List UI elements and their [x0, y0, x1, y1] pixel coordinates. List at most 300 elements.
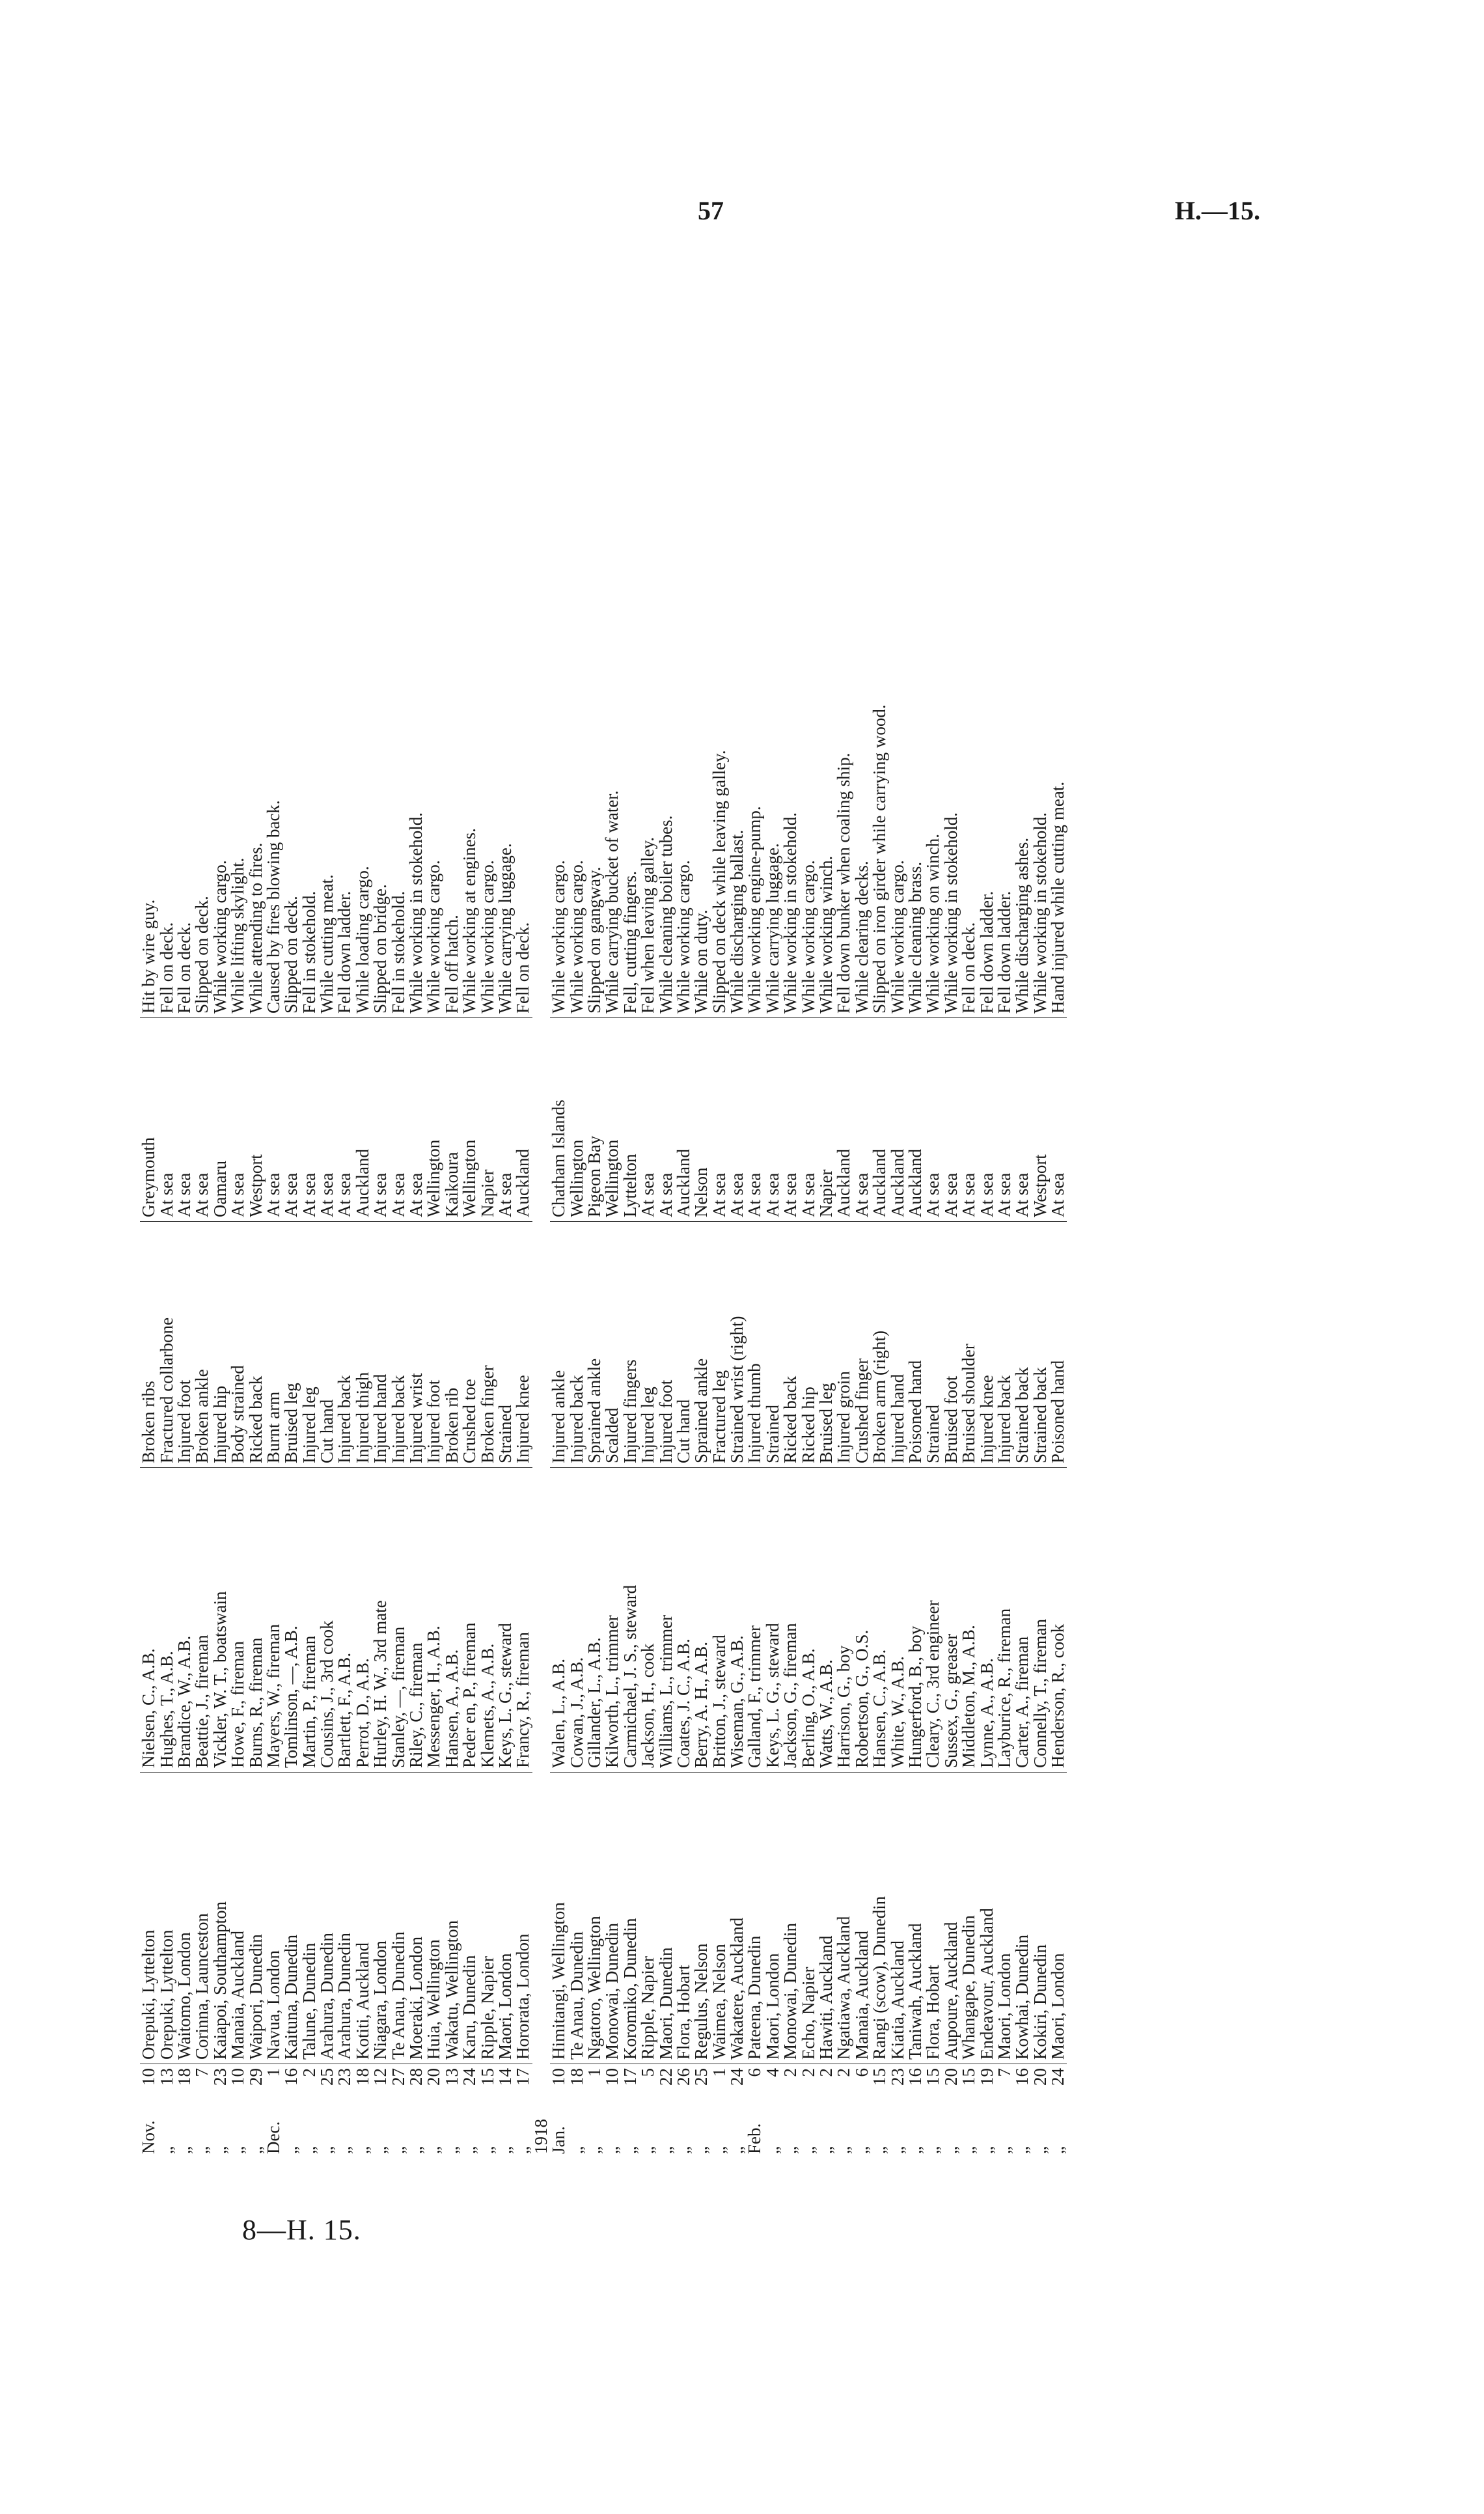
name-cell: Hansen, C., A.B. — [871, 1468, 888, 1773]
name-cell: Hansen, A., A.B. — [443, 1468, 461, 1773]
injury-cell: Ricked back — [247, 1222, 264, 1468]
day-cell: 16 — [907, 2064, 924, 2100]
injury-cell: Cut hand — [318, 1222, 336, 1468]
cause-cell: While working cargo. — [888, 424, 906, 1018]
cause-cell: While working winch. — [818, 424, 835, 1018]
month-cell: „ — [727, 2146, 747, 2154]
name-cell: Connelly, T., fireman — [1032, 1468, 1049, 1773]
day-cell: 2 — [835, 2064, 853, 2100]
cause-cell: While lifting skylight. — [229, 424, 247, 1018]
month-cell: „ — [602, 2146, 622, 2154]
cause-cell: While cleaning boiler tubes. — [657, 424, 674, 1018]
place-cell: At sea — [657, 1018, 674, 1222]
month-cell: „ — [994, 2146, 1014, 2154]
day-cell: 2 — [818, 2064, 835, 2100]
ship-cell: Arahura, Dunedin — [317, 1933, 337, 2060]
name-cell: Peder en, P., fireman — [461, 1468, 478, 1773]
day-cell: 15 — [960, 2064, 978, 2100]
place-cell: At sea — [639, 1018, 657, 1222]
ship-cell: Pateena, Dunedin — [745, 1935, 765, 2060]
injury-cell: Broken rib — [443, 1222, 461, 1468]
name-cell: Tomlinson, —, A.B. — [282, 1468, 300, 1773]
day-cell: 24 — [461, 2064, 478, 2100]
name-cell: Hughes, T., A.B. — [158, 1468, 175, 1773]
place-cell: At sea — [711, 1018, 728, 1222]
day-cell: 29 — [247, 2064, 264, 2100]
cause-cell: Fell down bunker when coaling ship. — [835, 424, 853, 1018]
day-cell: 18 — [568, 2064, 585, 2100]
month-cell: „ — [495, 2146, 515, 2154]
name-cell: Middleton, M., A.B. — [960, 1468, 978, 1773]
day-cell: 10 — [603, 2064, 621, 2100]
day-cell: 4 — [764, 2064, 782, 2100]
day-cell: 13 — [158, 2064, 175, 2100]
place-cell: At sea — [978, 1018, 995, 1222]
day-cell: 26 — [675, 2064, 693, 2100]
name-cell: Nielsen, C., A.B. — [140, 1468, 158, 1773]
injury-cell: Crushed toe — [461, 1222, 478, 1468]
injury-cell: Poisoned hand — [907, 1222, 924, 1468]
name-cell: Cowan, J., A.B. — [568, 1468, 585, 1773]
month-cell: „ — [870, 2146, 890, 2154]
injury-cell: Injured thumb — [746, 1222, 763, 1468]
place-cell: At sea — [372, 1018, 389, 1222]
month-cell: „ — [584, 2146, 604, 2154]
table-row — [782, 424, 799, 2158]
ship-cell: Talune, Dunedin — [299, 1942, 319, 2060]
place-cell: At sea — [497, 1018, 514, 1222]
table-row — [265, 424, 282, 2158]
ship-cell: Kiatia, Auckland — [887, 1941, 907, 2060]
day-cell: 23 — [336, 2064, 353, 2100]
cause-cell: Fell in stokehold. — [301, 424, 318, 1018]
cause-cell: Fell, cutting fingers. — [622, 424, 639, 1018]
place-cell: At sea — [853, 1018, 871, 1222]
place-cell: Kaikoura — [443, 1018, 461, 1222]
day-cell: 15 — [924, 2064, 942, 2100]
name-cell: Lynne, A., A.B. — [978, 1468, 995, 1773]
table-row — [550, 424, 568, 2158]
day-cell: 7 — [996, 2064, 1013, 2100]
name-cell: Riley, C., fireman — [407, 1468, 425, 1773]
table-row — [282, 424, 300, 2158]
page-signature: 8—H. 15. — [242, 2214, 361, 2246]
injury-cell: Injured foot — [176, 1222, 193, 1468]
table-row — [461, 424, 478, 2158]
day-cell: 28 — [407, 2064, 425, 2100]
cause-cell: While carrying bucket of water. — [603, 424, 621, 1018]
injury-cell: Injured knee — [514, 1222, 532, 1468]
day-cell: 14 — [497, 2064, 514, 2100]
injury-cell: Ricked back — [782, 1222, 799, 1468]
injury-cell: Injured knee — [978, 1222, 995, 1468]
page-number: 57 — [698, 196, 724, 225]
name-cell: Perrot, D., A.B. — [354, 1468, 372, 1773]
place-cell: Greymouth — [140, 1018, 158, 1222]
ship-cell: Flora, Hobart — [923, 1965, 943, 2060]
cause-cell: While working in stokehold. — [782, 424, 799, 1018]
name-cell: Britton, J., steward — [711, 1468, 728, 1773]
month-cell: Jan. — [549, 2126, 569, 2154]
injury-cell: Injured leg — [301, 1222, 318, 1468]
cause-cell: While loading cargo. — [354, 424, 372, 1018]
cause-cell: While working on winch. — [924, 424, 942, 1018]
day-cell: 2 — [782, 2064, 799, 2100]
month-cell: „ — [762, 2146, 782, 2154]
name-cell: Walen, L., A.B. — [550, 1468, 568, 1773]
month-cell: „ — [460, 2146, 480, 2154]
place-cell: Pigeon Bay — [586, 1018, 603, 1222]
place-cell: At sea — [176, 1018, 193, 1222]
accident-table — [140, 424, 1067, 2158]
month-cell: „ — [638, 2146, 658, 2154]
month-cell: „ — [424, 2146, 444, 2154]
cause-cell: Fell down ladder. — [978, 424, 995, 1018]
month-cell: „ — [513, 2146, 533, 2154]
day-cell: 19 — [978, 2064, 995, 2100]
injury-cell: Scalded — [603, 1222, 621, 1468]
table-row — [425, 424, 443, 2158]
table-row — [853, 424, 871, 2158]
injury-cell: Injured ankle — [550, 1222, 568, 1468]
day-cell: 24 — [1049, 2064, 1067, 2100]
name-cell: Klemets, A., A.B. — [478, 1468, 496, 1773]
name-cell: Vickler, W. T., boatswain — [212, 1468, 229, 1773]
day-cell: 6 — [853, 2064, 871, 2100]
day-cell: 2 — [301, 2064, 318, 2100]
name-cell: Martin, P., fireman — [301, 1468, 318, 1773]
injury-cell: Cut hand — [675, 1222, 693, 1468]
month-cell: „ — [887, 2146, 907, 2154]
month-cell: „ — [673, 2146, 693, 2154]
injury-cell: Injured wrist — [407, 1222, 425, 1468]
place-cell: Wellington — [568, 1018, 585, 1222]
cause-cell: While working in stokehold. — [1032, 424, 1049, 1018]
ship-cell: Monowai, Dunedin — [780, 1923, 801, 2060]
cause-cell: While discharging ashes. — [1013, 424, 1031, 1018]
name-cell: Francy, R., fireman — [514, 1468, 532, 1773]
month-cell: „ — [156, 2146, 176, 2154]
ship-cell: Ripple, Napier — [477, 1956, 497, 2060]
injury-cell: Broken ankle — [193, 1222, 211, 1468]
name-cell: Henderson, R., cook — [1049, 1468, 1067, 1773]
place-cell: Auckland — [888, 1018, 906, 1222]
cause-cell: While discharging ballast. — [728, 424, 746, 1018]
table-row — [818, 424, 835, 2158]
table-row — [960, 424, 978, 2158]
ship-cell: Ngatiawa, Auckland — [834, 1916, 854, 2060]
month-cell: „ — [352, 2146, 372, 2154]
injury-cell: Poisoned hand — [1049, 1222, 1067, 1468]
table-row — [478, 424, 496, 2158]
place-cell: At sea — [728, 1018, 746, 1222]
place-cell: Auckland — [907, 1018, 924, 1222]
place-cell: At sea — [764, 1018, 782, 1222]
place-cell: Wellington — [603, 1018, 621, 1222]
ship-cell: Hororata, London — [513, 1933, 533, 2060]
name-cell: Berling, O., A.B. — [799, 1468, 817, 1773]
cause-cell: While working cargo. — [550, 424, 568, 1018]
table-row — [1049, 424, 1067, 2158]
month-cell: „ — [299, 2146, 319, 2154]
month-cell: „ — [228, 2146, 248, 2154]
day-cell: 18 — [176, 2064, 193, 2100]
name-cell: Williams, L., trimmer — [657, 1468, 674, 1773]
month-cell: „ — [655, 2146, 676, 2154]
month-cell: „ — [691, 2146, 711, 2154]
table-row — [603, 424, 621, 2158]
day-cell: 1 — [265, 2064, 282, 2100]
cause-cell: While working cargo. — [675, 424, 693, 1018]
place-cell: At sea — [782, 1018, 799, 1222]
cause-cell: Slipped on gangway. — [586, 424, 603, 1018]
table-row — [871, 424, 888, 2158]
injury-cell: Bruised leg — [282, 1222, 300, 1468]
ship-cell: Niagara, London — [370, 1941, 391, 2060]
name-cell: Sussex, G., greaser — [942, 1468, 960, 1773]
ship-cell: Manaia, Auckland — [851, 1931, 872, 2060]
cause-cell: Slipped on deck while leaving galley. — [711, 424, 728, 1018]
day-cell: 20 — [1032, 2064, 1049, 2100]
ship-cell: Manaia, Auckland — [228, 1931, 248, 2060]
table-row — [247, 424, 264, 2158]
ship-cell: Waitomo, London — [174, 1932, 194, 2060]
cause-cell: While working in stokehold. — [942, 424, 960, 1018]
table-row — [622, 424, 639, 2158]
report-id: H.—15. — [1175, 196, 1261, 225]
name-cell: Jackson, H., cook — [639, 1468, 657, 1773]
name-cell: Jackson, G., fireman — [782, 1468, 799, 1773]
injury-cell: Injured back — [336, 1222, 353, 1468]
ship-cell: Te Anau, Dunedin — [566, 1931, 586, 2060]
rotated-table-region — [140, 205, 1312, 2158]
day-cell: 27 — [389, 2064, 407, 2100]
month-cell: „ — [1048, 2146, 1068, 2154]
place-cell: At sea — [746, 1018, 763, 1222]
name-cell: Wiseman, G., A.B. — [728, 1468, 746, 1773]
day-cell: 10 — [140, 2064, 158, 2100]
injury-cell: Broken ribs — [140, 1222, 158, 1468]
ship-cell: Kaiapoi, Southampton — [210, 1901, 230, 2060]
month-cell: Feb. — [745, 2123, 765, 2154]
injury-cell: Strained back — [1032, 1222, 1049, 1468]
injury-cell: Strained wrist (right) — [728, 1222, 746, 1468]
month-cell: „ — [941, 2146, 961, 2154]
place-cell: Nelson — [693, 1018, 710, 1222]
ship-cell: Taniwah, Auckland — [905, 1923, 925, 2060]
cause-cell: While attending to fires. — [247, 424, 264, 1018]
day-cell: 16 — [282, 2064, 300, 2100]
ship-cell: Te Anau, Dunedin — [388, 1931, 408, 2060]
day-cell: 12 — [372, 2064, 389, 2100]
table-row — [711, 424, 728, 2158]
place-cell: Wellington — [461, 1018, 478, 1222]
table-row — [1032, 424, 1049, 2158]
month-cell: „ — [834, 2146, 854, 2154]
day-cell: 13 — [443, 2064, 461, 2100]
cause-cell: Caused by fires blowing back. — [265, 424, 282, 1018]
cause-cell: Slipped on bridge. — [372, 424, 389, 1018]
table-row — [140, 424, 158, 2158]
place-cell: At sea — [336, 1018, 353, 1222]
place-cell: Wellington — [425, 1018, 443, 1222]
cause-cell: Fell in stokehold. — [389, 424, 407, 1018]
day-cell: 10 — [229, 2064, 247, 2100]
cause-cell: Fell on deck. — [158, 424, 175, 1018]
table-row — [407, 424, 425, 2158]
ship-cell: Maori, London — [762, 1953, 782, 2060]
place-cell: Napier — [478, 1018, 496, 1222]
place-cell: At sea — [389, 1018, 407, 1222]
month-cell: „ — [370, 2146, 391, 2154]
table-row — [336, 424, 353, 2158]
cause-cell: While working in stokehold. — [407, 424, 425, 1018]
injury-cell: Injured hip — [212, 1222, 229, 1468]
name-cell: Cleary, C., 3rd engineer — [924, 1468, 942, 1773]
cause-cell: Fell on deck. — [176, 424, 193, 1018]
place-cell: Oamaru — [212, 1018, 229, 1222]
name-cell: Burns, R., fireman — [247, 1468, 264, 1773]
cause-cell: Fell on deck. — [514, 424, 532, 1018]
month-cell: „ — [406, 2146, 426, 2154]
place-cell: At sea — [799, 1018, 817, 1222]
injury-cell: Bruised foot — [942, 1222, 960, 1468]
cause-cell: While on duty. — [693, 424, 710, 1018]
month-cell: „ — [1030, 2146, 1050, 2154]
name-cell: Kilworth, L., trimmer — [603, 1468, 621, 1773]
injury-cell: Injured leg — [639, 1222, 657, 1468]
month-cell: Dec. — [263, 2121, 283, 2154]
ship-cell: Kaituna, Dunedin — [281, 1935, 301, 2060]
injury-cell: Injured back — [389, 1222, 407, 1468]
place-cell: At sea — [193, 1018, 211, 1222]
day-cell: 2 — [799, 2064, 817, 2100]
place-cell: Lyttelton — [622, 1018, 639, 1222]
month-cell: „ — [388, 2146, 408, 2154]
injury-cell: Strained back — [1013, 1222, 1031, 1468]
injury-cell: Body strained — [229, 1222, 247, 1468]
month-cell: „ — [923, 2146, 943, 2154]
ship-cell: Corinna, Launceston — [192, 1913, 212, 2060]
table-row — [942, 424, 960, 2158]
month-cell: „ — [192, 2146, 212, 2154]
name-cell: Hungerford, B., boy — [907, 1468, 924, 1773]
place-cell: At sea — [301, 1018, 318, 1222]
name-cell: Beattie, J., fireman — [193, 1468, 211, 1773]
cause-cell: While working cargo. — [568, 424, 585, 1018]
ship-cell: Orepuki, Lyttelton — [139, 1929, 159, 2060]
ship-cell: Wakatere, Auckland — [727, 1917, 747, 2060]
table-row — [568, 424, 585, 2158]
table-row — [764, 424, 782, 2158]
day-cell: 18 — [354, 2064, 372, 2100]
place-cell: Westport — [247, 1018, 264, 1222]
table-row — [212, 424, 229, 2158]
table-row — [996, 424, 1013, 2158]
ship-cell: Hawiti, Auckland — [816, 1935, 836, 2060]
cause-cell: While working at engines. — [461, 424, 478, 1018]
name-cell: Berry, A. H., A.B. — [693, 1468, 710, 1773]
cause-cell: Slipped on iron girder while carrying wood. — [871, 424, 888, 1018]
cause-cell: While cutting meat. — [318, 424, 336, 1018]
day-cell: 17 — [514, 2064, 532, 2100]
month-cell: „ — [566, 2146, 586, 2154]
name-cell: Layburice, R., fireman — [996, 1468, 1013, 1773]
ship-cell: Whangape, Dunedin — [959, 1915, 979, 2060]
ship-cell: Arahura, Dunedin — [335, 1933, 355, 2060]
place-cell: Auckland — [835, 1018, 853, 1222]
month-cell: „ — [281, 2146, 301, 2154]
place-cell: At sea — [407, 1018, 425, 1222]
injury-cell: Injured foot — [425, 1222, 443, 1468]
ship-cell: Waimea, Nelson — [709, 1944, 729, 2060]
place-cell: At sea — [229, 1018, 247, 1222]
ship-cell: Maori, London — [1048, 1953, 1068, 2060]
table-row — [907, 424, 924, 2158]
table-row — [1013, 424, 1031, 2158]
place-cell: Auckland — [871, 1018, 888, 1222]
day-cell: 7 — [193, 2064, 211, 2100]
injury-cell: Fractured collarbone — [158, 1222, 175, 1468]
day-cell: 15 — [871, 2064, 888, 2100]
name-cell: Carter, A., fireman — [1013, 1468, 1031, 1773]
month-cell: „ — [798, 2146, 818, 2154]
place-cell: Auckland — [675, 1018, 693, 1222]
cause-cell: Slipped on deck. — [193, 424, 211, 1018]
ship-cell: Maori, London — [495, 1953, 515, 2060]
day-cell: 6 — [746, 2064, 763, 2100]
cause-cell: While carrying luggage. — [497, 424, 514, 1018]
injury-cell: Injured hand — [888, 1222, 906, 1468]
ship-cell: Huia, Wellington — [424, 1939, 444, 2060]
place-cell: Chatham Islands — [550, 1018, 568, 1222]
injury-cell: Injured foot — [657, 1222, 674, 1468]
ship-cell: Kowhai, Dunedin — [1012, 1935, 1032, 2060]
month-cell: „ — [174, 2146, 194, 2154]
place-cell: At sea — [318, 1018, 336, 1222]
month-cell: „ — [959, 2146, 979, 2154]
month-cell: „ — [816, 2146, 836, 2154]
month-cell: Nov. — [139, 2120, 159, 2154]
day-cell: 15 — [478, 2064, 496, 2100]
injury-cell: Bruised leg — [818, 1222, 835, 1468]
place-cell: Auckland — [354, 1018, 372, 1222]
cause-cell: While working cargo. — [799, 424, 817, 1018]
month-cell: „ — [210, 2146, 230, 2154]
injury-cell: Injured hand — [372, 1222, 389, 1468]
table-row — [657, 424, 674, 2158]
table-row — [586, 424, 603, 2158]
ship-cell: Endeavour, Auckland — [976, 1908, 996, 2060]
ship-cell: Koromiko, Dunedin — [620, 1918, 640, 2060]
place-cell: At sea — [282, 1018, 300, 1222]
place-cell: At sea — [924, 1018, 942, 1222]
place-cell: At sea — [1049, 1018, 1067, 1222]
month-cell: „ — [620, 2146, 640, 2154]
table-row — [924, 424, 942, 2158]
injury-cell: Broken arm (right) — [871, 1222, 888, 1468]
day-cell: 22 — [657, 2064, 674, 2100]
place-cell: At sea — [996, 1018, 1013, 1222]
ship-cell: Wakatu, Wellington — [441, 1920, 461, 2060]
name-cell: Carmichael, J. S., steward — [622, 1468, 639, 1773]
injury-cell: Strained — [764, 1222, 782, 1468]
ship-cell: Ripple, Napier — [638, 1956, 658, 2060]
name-cell: White, W., A.B. — [888, 1468, 906, 1773]
table-row — [799, 424, 817, 2158]
cause-cell: Fell when leaving galley. — [639, 424, 657, 1018]
month-cell: „ — [851, 2146, 872, 2154]
